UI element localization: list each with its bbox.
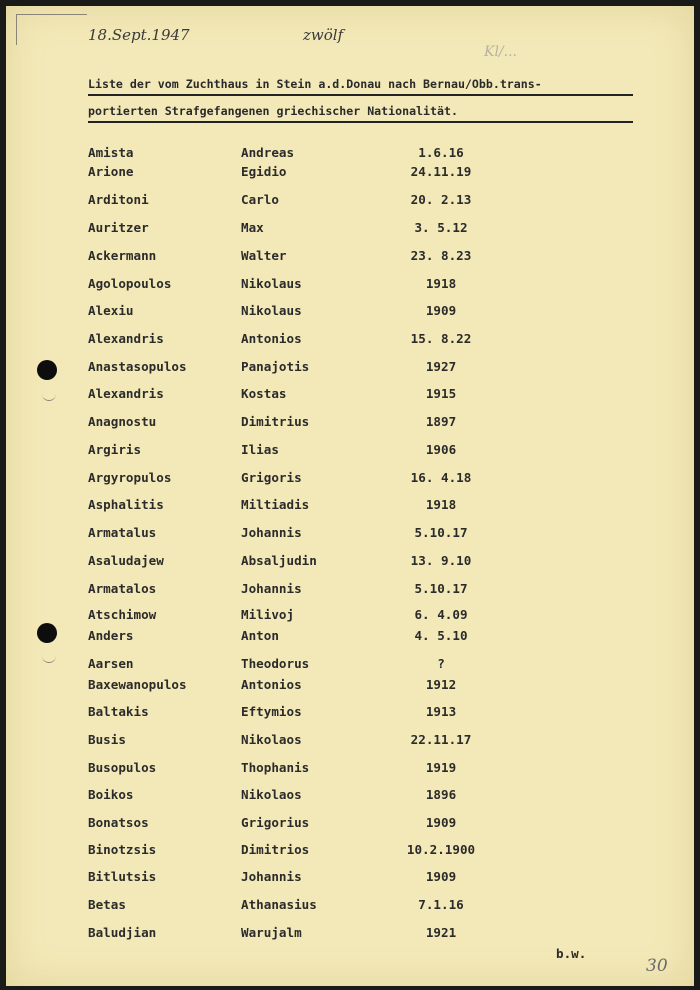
prisoner-surname: Asaludajew [88,553,164,568]
prisoner-birth-date: 1912 [425,677,457,692]
prisoner-given-name: Theodorus [241,656,310,671]
prisoner-surname: Amista [88,145,134,160]
prisoner-surname: Busopulos [88,760,157,775]
prisoner-birth-date: 1897 [425,414,457,429]
prisoner-birth-date: 1896 [425,787,457,802]
prisoner-given-name: Dimitrios [241,842,310,857]
prisoner-birth-date: 1909 [425,303,457,318]
prisoner-row [6,164,694,182]
prisoner-given-name: Egidio [241,164,287,179]
prisoner-surname: Arditoni [88,192,149,207]
prisoner-surname: Auritzer [88,220,149,235]
prisoner-surname: Anastasopulos [88,359,187,374]
prisoner-row [6,581,694,599]
prisoner-birth-date: 1909 [425,815,457,830]
prisoner-birth-date: 1927 [425,359,457,374]
prisoner-surname: Armatalus [88,525,157,540]
prisoner-given-name: Grigoris [241,470,302,485]
prisoner-given-name: Johannis [241,525,302,540]
prisoner-surname: Bonatsos [88,815,149,830]
prisoner-given-name: Eftymios [241,704,302,719]
prisoner-row [6,760,694,778]
prisoner-row [6,553,694,571]
prisoner-given-name: Max [241,220,264,235]
prisoner-surname: Binotzsis [88,842,157,857]
prisoner-surname: Busis [88,732,126,747]
prisoner-row [6,628,694,646]
prisoner-row [6,331,694,349]
prisoner-surname: Baxewanopulos [88,677,187,692]
prisoner-birth-date: 23. 8.23 [410,248,472,263]
prisoner-surname: Atschimow [88,607,157,622]
prisoner-row [6,414,694,432]
corner-mark [16,14,87,45]
prisoner-surname: Alexiu [88,303,134,318]
prisoner-row [6,145,694,163]
heading-line-2: portierten Strafgefangenen griechischer Nationalität. [88,104,633,123]
prisoner-birth-date: 1919 [425,760,457,775]
prisoner-given-name: Antonios [241,331,302,346]
prisoner-birth-date: 10.2.1900 [406,842,476,857]
heading-line-1: Liste der vom Zuchthaus in Stein a.d.Donau nach Bernau/Obb.trans- [88,77,633,96]
prisoner-row [6,497,694,515]
prisoner-given-name: Carlo [241,192,279,207]
prisoner-surname: Argyropulos [88,470,172,485]
prisoner-birth-date: 1906 [425,442,457,457]
faint-stamp: Kl/... [484,44,518,60]
prisoner-given-name: Nikolaos [241,787,302,802]
prisoner-row [6,220,694,238]
prisoner-row [6,787,694,805]
prisoner-birth-date: 22.11.17 [410,732,472,747]
prisoner-birth-date: 24.11.19 [410,164,472,179]
prisoner-row [6,897,694,915]
handwritten-count: zwölf [303,26,344,44]
prisoner-birth-date: 1915 [425,386,457,401]
prisoner-surname: Bitlutsis [88,869,157,884]
prisoner-given-name: Miltiadis [241,497,310,512]
prisoner-given-name: Warujalm [241,925,302,940]
prisoner-row [6,677,694,695]
prisoner-row [6,925,694,943]
prisoner-birth-date: 1918 [425,276,457,291]
prisoner-surname: Asphalitis [88,497,164,512]
prisoner-surname: Baltakis [88,704,149,719]
prisoner-given-name: Ilias [241,442,279,457]
prisoner-birth-date: 13. 9.10 [410,553,472,568]
prisoner-birth-date: 6. 4.09 [414,607,468,622]
prisoner-row [6,607,694,625]
prisoner-surname: Aarsen [88,656,134,671]
prisoner-given-name: Nikolaus [241,303,302,318]
prisoner-given-name: Anton [241,628,279,643]
prisoner-given-name: Grigorius [241,815,310,830]
prisoner-given-name: Walter [241,248,287,263]
prisoner-surname: Boikos [88,787,134,802]
prisoner-row [6,276,694,294]
prisoner-row [6,359,694,377]
prisoner-row [6,303,694,321]
prisoner-row [6,656,694,674]
prisoner-given-name: Panajotis [241,359,310,374]
prisoner-row [6,386,694,404]
prisoner-given-name: Nikolaos [241,732,302,747]
prisoner-surname: Ackermann [88,248,157,263]
prisoner-row [6,525,694,543]
prisoner-given-name: Antonios [241,677,302,692]
prisoner-row [6,192,694,210]
prisoner-given-name: Johannis [241,869,302,884]
prisoner-birth-date: 1.6.16 [418,145,464,160]
prisoner-row [6,248,694,266]
prisoner-surname: Armatalos [88,581,157,596]
prisoner-given-name: Absaljudin [241,553,317,568]
prisoner-birth-date: 5.10.17 [414,581,468,596]
prisoner-given-name: Thophanis [241,760,310,775]
prisoner-given-name: Nikolaus [241,276,302,291]
prisoner-birth-date: 1913 [425,704,457,719]
prisoner-given-name: Athanasius [241,897,317,912]
prisoner-surname: Betas [88,897,126,912]
prisoner-row [6,470,694,488]
prisoner-row [6,869,694,887]
prisoner-surname: Arione [88,164,134,179]
prisoner-surname: Agolopoulos [88,276,172,291]
prisoner-surname: Argiris [88,442,142,457]
prisoner-birth-date: 7.1.16 [418,897,464,912]
prisoner-birth-date: 16. 4.18 [410,470,472,485]
prisoner-birth-date: 1921 [425,925,457,940]
prisoner-row [6,842,694,860]
prisoner-given-name: Andreas [241,145,295,160]
turn-over-note: b.w. [556,946,587,961]
prisoner-row [6,732,694,750]
prisoner-birth-date: 1918 [425,497,457,512]
prisoner-row [6,442,694,460]
prisoner-birth-date: 3. 5.12 [414,220,468,235]
prisoner-birth-date: 4. 5.10 [414,628,468,643]
prisoner-row [6,704,694,722]
document-page [6,6,694,986]
prisoner-given-name: Johannis [241,581,302,596]
prisoner-birth-date: 15. 8.22 [410,331,472,346]
prisoner-surname: Anders [88,628,134,643]
prisoner-row [6,815,694,833]
prisoner-given-name: Kostas [241,386,287,401]
prisoner-given-name: Milivoj [241,607,295,622]
handwritten-page-number: 30 [646,956,668,976]
prisoner-surname: Anagnostu [88,414,157,429]
prisoner-surname: Alexandris [88,386,164,401]
prisoner-birth-date: 5.10.17 [414,525,468,540]
prisoner-surname: Alexandris [88,331,164,346]
prisoner-birth-date: 20. 2.13 [410,192,472,207]
handwritten-date: 18.Sept.1947 [88,26,190,44]
prisoner-birth-date: 1909 [425,869,457,884]
prisoner-birth-date: ? [437,656,445,671]
prisoner-surname: Baludjian [88,925,157,940]
prisoner-given-name: Dimitrius [241,414,310,429]
